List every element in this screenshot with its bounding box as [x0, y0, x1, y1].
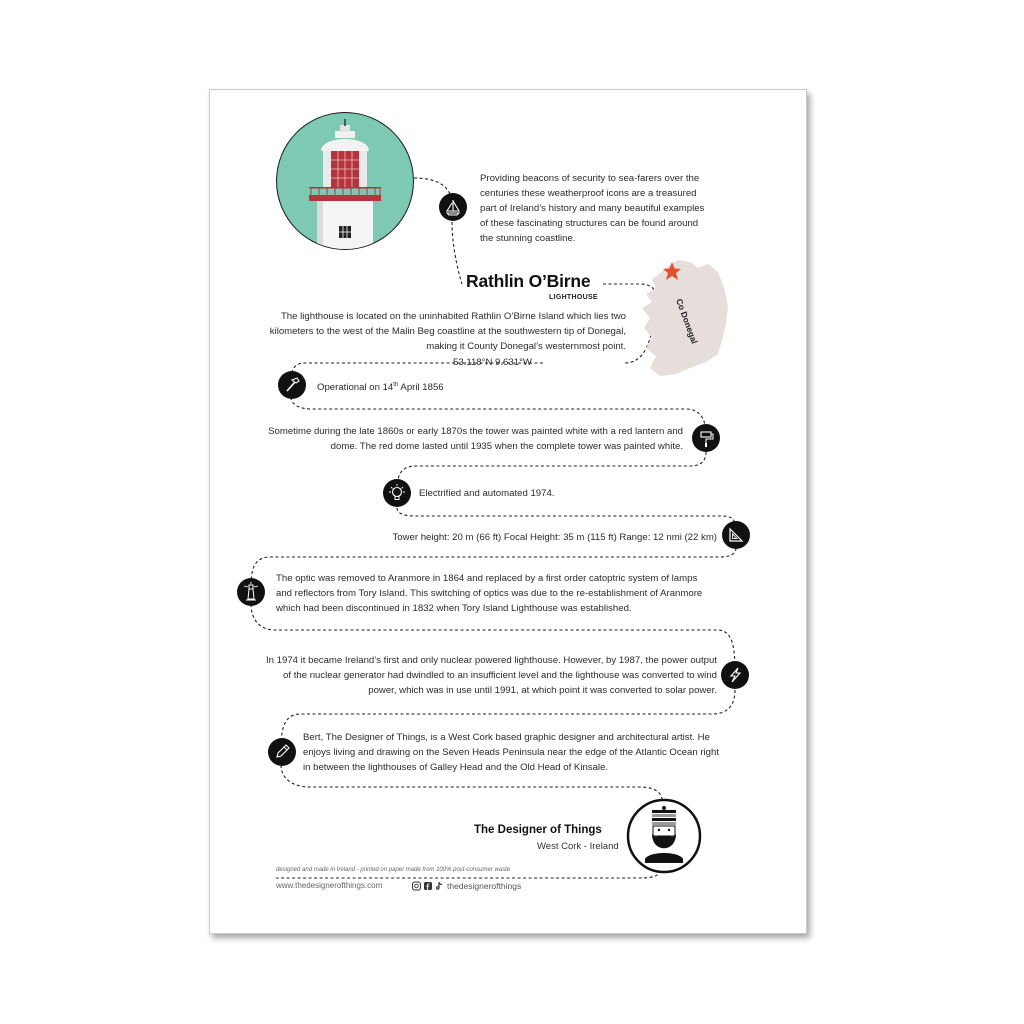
social-icons — [412, 881, 446, 891]
operational-text: Operational on 14th April 1856 — [317, 382, 444, 394]
lightbulb-icon — [383, 479, 411, 507]
set-square-icon — [722, 521, 750, 549]
pencil-icon — [268, 738, 296, 766]
electrified-text: Electrified and automated 1974. — [419, 488, 555, 499]
intro-text: Providing beacons of security to sea-farers over the centuries these weatherproof icons are a treasured part of Ireland’s history and many beautiful examples of these fascinating structures can be found around the stunning coastline. — [480, 173, 705, 244]
nuclear-bolt-icon — [721, 661, 749, 689]
tiktok-icon[interactable] — [437, 882, 443, 889]
hammer-icon — [278, 371, 306, 399]
coordinates: 53.118°N 9.631°W — [453, 357, 532, 368]
optic-text: The optic was removed to Aranmore in 1864 and replaced by a first order catoptric system of lamps and reflectors from Tory Island. This switching of optics was due to the re-establishment of Aranmore which had been discontinued in 1832 when Tory Island Lighthouse was established. — [276, 573, 703, 614]
footnote: designed and made in Ireland - printed on paper made from 100% post-consumer waste — [276, 867, 511, 873]
lighthouse-subtitle: LIGHTHOUSE — [549, 294, 598, 301]
instagram-icon[interactable] — [413, 882, 421, 890]
website-link[interactable]: www.thedesignerofthings.com — [276, 881, 383, 890]
designer-name: The Designer of Things — [474, 824, 602, 836]
map-county-label: Co Donegal — [674, 297, 700, 346]
designer-avatar — [625, 797, 703, 875]
sailboat-icon — [439, 193, 467, 221]
ireland-map — [638, 258, 733, 378]
nuclear-text: In 1974 it became Ireland’s first and only nuclear powered lighthouse. However, by 1987, the power output of the nuclear generator had dwindled to an insufficient level and the lighthouse was converted to wind power, which was in use until 1991, at which point it was converted to solar power. — [265, 655, 717, 696]
designer-location: West Cork - Ireland — [537, 841, 619, 852]
painting-text: Sometime during the late 1860s or early 1870s the tower was painted white with a red lantern and dome. The red dome lasted until 1935 when the complete tower was painted white. — [268, 426, 683, 452]
paint-roller-icon — [692, 424, 720, 452]
lighthouse-tower-icon — [237, 578, 265, 606]
designer-bio: Bert, The Designer of Things, is a West Cork based graphic designer and architectural artist. He enjoys living and drawing on the Seven Heads Peninsula near the edge of the Atlantic Ocean right in between the lighthouses of Galley Head and the Old Head of Kinsale. — [303, 732, 720, 773]
social-handle: thedesignerofthings — [447, 881, 522, 891]
facebook-icon[interactable] — [424, 882, 432, 890]
location-text: The lighthouse is located on the uninhabited Rathlin O’Birne Island which lies two kilometers to the west of the Malin Beg coastline at the southwestern tip of Donegal, making it County Donegal’s westernmost point. — [269, 311, 626, 352]
lighthouse-title: Rathlin O’Birne — [466, 271, 591, 291]
specs-text: Tower height: 20 m (66 ft) Focal Height: 35 m (115 ft) Range: 12 nmi (22 km) — [392, 532, 717, 543]
lighthouse-illustration — [275, 111, 415, 251]
